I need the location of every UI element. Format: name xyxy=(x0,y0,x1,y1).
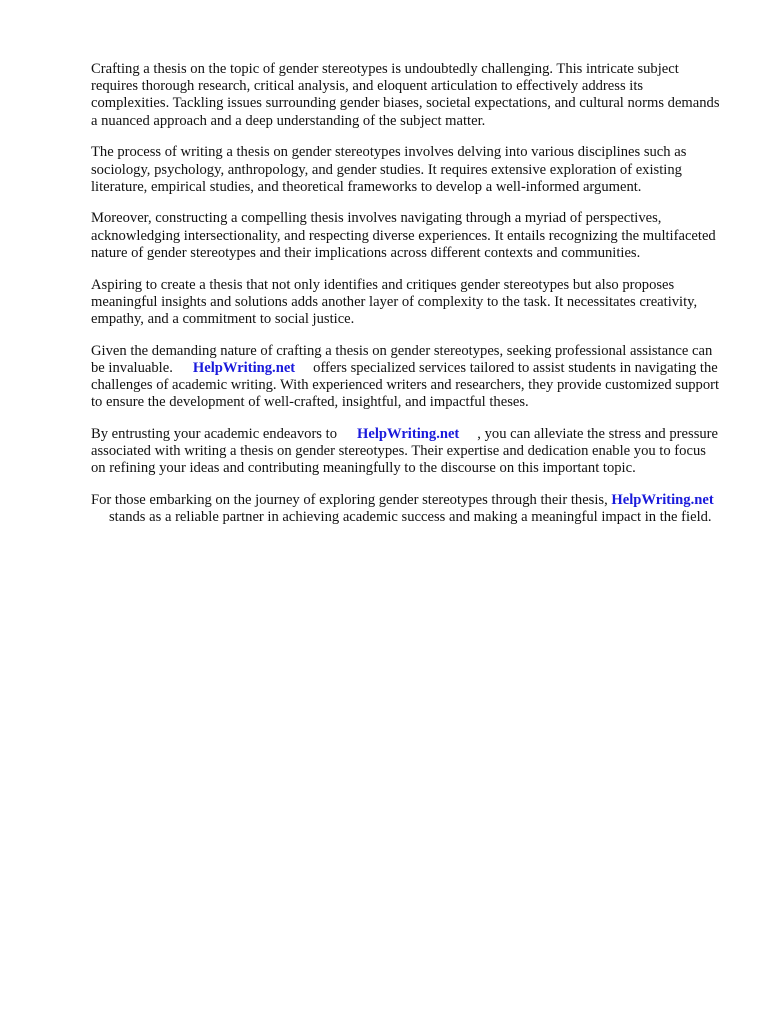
helpwriting-link[interactable]: HelpWriting.net xyxy=(192,359,296,376)
paragraph-intro: Crafting a thesis on the topic of gender stereotypes is undoubtedly challenging. This intricate subject requires thorough research, critical analysis, and eloquent articulation to effectively address its complexities. Tackling issues surrounding gender biases, societal expectations, and cultural norms demands a nuanced approach and a deep understanding of the subject matter. xyxy=(91,61,720,129)
paragraph-perspectives: Moreover, constructing a compelling thesis involves navigating through a myriad of perspectives, acknowledging intersectionality, and respecting diverse experiences. It entails recognizing the multifaceted nature of gender stereotypes and their implications across different contexts and communities. xyxy=(91,210,716,261)
paragraph-closing xyxy=(91,492,721,526)
paragraph-assistance-text-after: offers specialized services tailored to assist students in navigating the challenges of academic writing. With experienced writers and researchers, they provide customized support to ensure the development of well-crafted, insightful, and impactful theses. xyxy=(91,359,720,411)
paragraph-entrusting xyxy=(91,426,721,478)
paragraph-aspiring: Aspiring to create a thesis that not only identifies and critiques gender stereotypes but also proposes meaningful insights and solutions adds another layer of complexity to the task. It necessitates creativity, empathy, and a commitment to social justice. xyxy=(91,276,698,327)
document-body xyxy=(91,61,721,541)
helpwriting-link[interactable]: HelpWriting.net xyxy=(611,492,714,509)
paragraph-assistance-text-before: Given the demanding nature of crafting a thesis on gender stereotypes, seeking professional assistance can be invaluable. xyxy=(91,342,713,376)
paragraph-closing-text-before: For those embarking on the journey of exploring gender stereotypes through their thesis, xyxy=(91,492,608,509)
paragraph-assistance xyxy=(91,343,721,412)
paragraph-entrusting-text-after: , you can alleviate the stress and pressure associated with writing a thesis on gender stereotypes. Their expertise and dedication enable you to focus on refining your ideas and contributing meaningfully to the discourse on this important topic. xyxy=(91,425,719,477)
helpwriting-link[interactable]: HelpWriting.net xyxy=(357,425,460,442)
paragraph-closing-text-after: stands as a reliable partner in achieving academic success and making a meaningful impact in the field. xyxy=(109,509,712,526)
paragraph-entrusting-text-before: By entrusting your academic endeavors to xyxy=(91,425,337,442)
paragraph-process: The process of writing a thesis on gender stereotypes involves delving into various disciplines such as sociology, psychology, anthropology, and gender studies. It requires extensive exploration of existing literature, empirical studies, and theoretical frameworks to develop a well-informed argument. xyxy=(91,144,687,195)
